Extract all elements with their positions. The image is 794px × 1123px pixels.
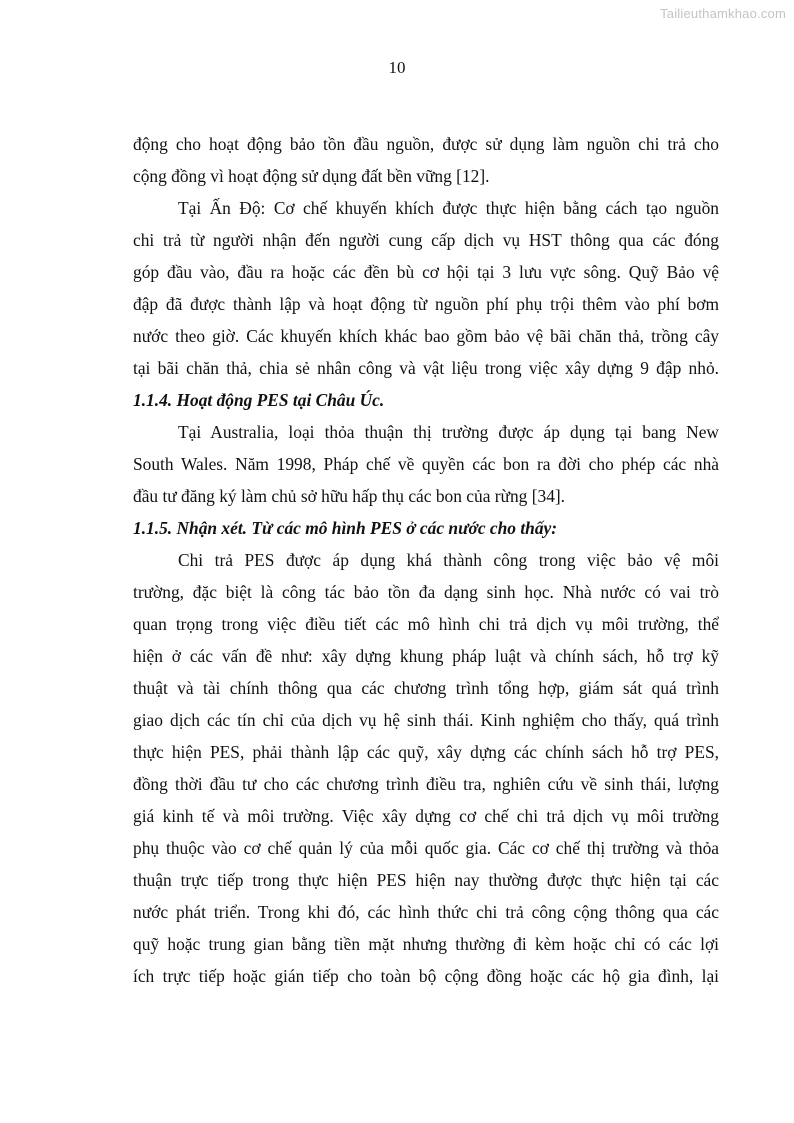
text-line: giá kinh tế và môi trường. Việc xây dựng cơ chế chi trả dịch vụ môi trường: [133, 806, 719, 826]
text-line: đầu tư đăng ký làm chủ sở hữu hấp thụ các bon của rừng [34].: [133, 486, 566, 506]
text-line: chi trả từ người nhận đến người cung cấp dịch vụ HST thông qua các đóng: [133, 230, 719, 250]
text-line: đồng thời đầu tư cho các chương trình điều tra, nghiên cứu về sinh thái, lượng: [133, 774, 719, 794]
text-line: phụ thuộc vào cơ chế quản lý của mỗi quốc gia. Các cơ chế thị trường và thỏa: [133, 838, 719, 858]
text-line: ích trực tiếp hoặc gián tiếp cho toàn bộ cộng đồng hoặc các hộ gia đình, lại: [133, 966, 719, 986]
section-heading-1-1-5: 1.1.5. Nhận xét. Từ các mô hình PES ở các nước cho thấy:: [133, 518, 558, 538]
text-line: quan trọng trong việc điều tiết các mô hình chi trả dịch vụ môi trường, thể: [133, 614, 719, 634]
text-line: nước phát triển. Trong khi đó, các hình thức chi trả công cộng thông qua các: [133, 902, 719, 922]
watermark-text: Tailieuthamkhao.com: [660, 6, 786, 21]
text-line: tại bãi chăn thả, chia sẻ nhân công và vật liệu trong việc xây dựng 9 đập nhỏ.: [133, 358, 719, 378]
text-line: góp đầu vào, đầu ra hoặc các đền bù cơ hội tại 3 lưu vực sông. Quỹ Bảo vệ: [133, 262, 719, 282]
text-line: Tại Australia, loại thỏa thuận thị trường được áp dụng tại bang New: [178, 422, 719, 442]
text-line: Tại Ấn Độ: Cơ chế khuyến khích được thực hiện bằng cách tạo nguồn: [178, 198, 719, 218]
text-line: trường, đặc biệt là công tác bảo tồn đa dạng sinh học. Nhà nước có vai trò: [133, 582, 719, 602]
text-line: Chi trả PES được áp dụng khá thành công trong việc bảo vệ môi: [178, 550, 719, 570]
text-line: thực hiện PES, phải thành lập các quỹ, xây dựng các chính sách hỗ trợ PES,: [133, 742, 719, 762]
text-line: quỹ hoặc trung gian bằng tiền mặt nhưng thường đi kèm hoặc chỉ có các lợi: [133, 934, 719, 954]
text-line: South Wales. Năm 1998, Pháp chế về quyền các bon ra đời cho phép các nhà: [133, 454, 719, 474]
text-line: động cho hoạt động bảo tồn đầu nguồn, được sử dụng làm nguồn chi trả cho: [133, 134, 719, 154]
text-line: nước theo giờ. Các khuyến khích khác bao gồm bảo vệ bãi chăn thả, trồng cây: [133, 326, 719, 346]
text-line: đập đã được thành lập và hoạt động từ nguồn phí phụ trội thêm vào phí bơm: [133, 294, 719, 314]
section-heading-1-1-4: 1.1.4. Hoạt động PES tại Châu Úc.: [133, 390, 385, 410]
document-body: [133, 128, 719, 992]
text-line: hiện ở các vấn đề như: xây dựng khung pháp luật và chính sách, hỗ trợ kỹ: [133, 646, 719, 666]
text-line: giao dịch các tín chỉ của dịch vụ hệ sinh thái. Kinh nghiệm cho thấy, quá trình: [133, 710, 719, 730]
text-line: cộng đồng vì hoạt động sử dụng đất bền vững [12].: [133, 166, 490, 186]
text-line: thuận trực tiếp trong thực hiện PES hiện nay thường được thực hiện tại các: [133, 870, 719, 890]
page-number: 10: [388, 58, 406, 77]
text-line: thuật và tài chính thông qua các chương trình tổng hợp, giám sát quá trình: [133, 678, 719, 698]
